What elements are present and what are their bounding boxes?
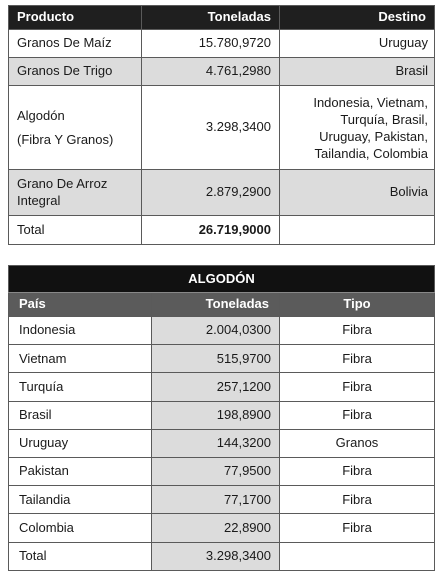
col-header-destino: Destino (280, 6, 435, 30)
producto-line: (Fibra Y Granos) (17, 131, 114, 147)
cell-producto: Granos De Trigo (9, 58, 142, 86)
cell-toneladas: 198,8900 (152, 401, 280, 429)
cell-tipo: Granos (280, 429, 435, 457)
cell-tipo: Fibra (280, 345, 435, 373)
cell-toneladas: 77,9500 (152, 457, 280, 485)
destino-line: Indonesia, Vietnam, (313, 94, 428, 110)
table-title: ALGODÓN (9, 266, 435, 293)
table-row (9, 86, 435, 170)
total-toneladas: 26.719,9000 (142, 216, 280, 245)
cell-pais: Tailandia (9, 486, 152, 514)
producto-line: Integral (17, 192, 61, 208)
total-tipo-empty (280, 542, 435, 570)
table-row (9, 30, 435, 58)
total-label: Total (9, 216, 142, 245)
table-row (9, 457, 435, 485)
table-row (9, 401, 435, 429)
cell-toneladas: 144,3200 (152, 429, 280, 457)
cell-pais: Vietnam (9, 345, 152, 373)
cell-pais: Indonesia (9, 317, 152, 345)
destino-line: Tailandia, Colombia (314, 145, 428, 161)
cell-destino (280, 86, 435, 170)
cell-tipo: Fibra (280, 457, 435, 485)
table-row (9, 486, 435, 514)
col-header-producto: Producto (9, 6, 142, 30)
algodon-by-country-table (8, 265, 435, 571)
cell-pais: Turquía (9, 373, 152, 401)
cell-tipo: Fibra (280, 401, 435, 429)
cell-producto: Granos De Maíz (9, 30, 142, 58)
total-toneladas: 3.298,3400 (152, 542, 280, 570)
table-row (9, 373, 435, 401)
cell-toneladas: 4.761,2980 (142, 58, 280, 86)
producto-line: Grano De Arroz (17, 176, 108, 192)
table-row (9, 58, 435, 86)
header-row (9, 6, 435, 30)
col-header-pais: País (9, 293, 152, 317)
table-row (9, 170, 435, 216)
table-row (9, 514, 435, 542)
cell-toneladas: 2.004,0300 (152, 317, 280, 345)
table-row (9, 429, 435, 457)
cell-destino: Uruguay (280, 30, 435, 58)
total-row (9, 542, 435, 570)
header-row (9, 293, 435, 317)
cell-producto (9, 86, 142, 170)
destino-line: Uruguay, Pakistan, (319, 128, 428, 144)
cell-pais: Colombia (9, 514, 152, 542)
cell-pais: Pakistan (9, 457, 152, 485)
cell-toneladas: 3.298,3400 (142, 86, 280, 170)
cell-destino: Bolivia (280, 170, 435, 216)
col-header-toneladas: Toneladas (142, 6, 280, 30)
producto-line: Algodón (17, 107, 65, 123)
cell-toneladas: 15.780,9720 (142, 30, 280, 58)
cell-destino: Brasil (280, 58, 435, 86)
cell-toneladas: 257,1200 (152, 373, 280, 401)
cell-tipo: Fibra (280, 317, 435, 345)
cell-toneladas: 22,8900 (152, 514, 280, 542)
col-header-toneladas: Toneladas (152, 293, 280, 317)
cell-pais: Uruguay (9, 429, 152, 457)
cell-toneladas: 77,1700 (152, 486, 280, 514)
cell-producto (9, 170, 142, 216)
destino-line: Turquía, Brasil, (340, 111, 428, 127)
exports-by-product-table (8, 5, 435, 245)
cell-tipo: Fibra (280, 514, 435, 542)
total-label: Total (9, 542, 152, 570)
total-destino-empty (280, 216, 435, 245)
cell-toneladas: 2.879,2900 (142, 170, 280, 216)
cell-toneladas: 515,9700 (152, 345, 280, 373)
total-row (9, 216, 435, 245)
table-row (9, 317, 435, 345)
title-row (9, 266, 435, 293)
cell-pais: Brasil (9, 401, 152, 429)
col-header-tipo: Tipo (280, 293, 435, 317)
table-row (9, 345, 435, 373)
cell-tipo: Fibra (280, 486, 435, 514)
cell-tipo: Fibra (280, 373, 435, 401)
